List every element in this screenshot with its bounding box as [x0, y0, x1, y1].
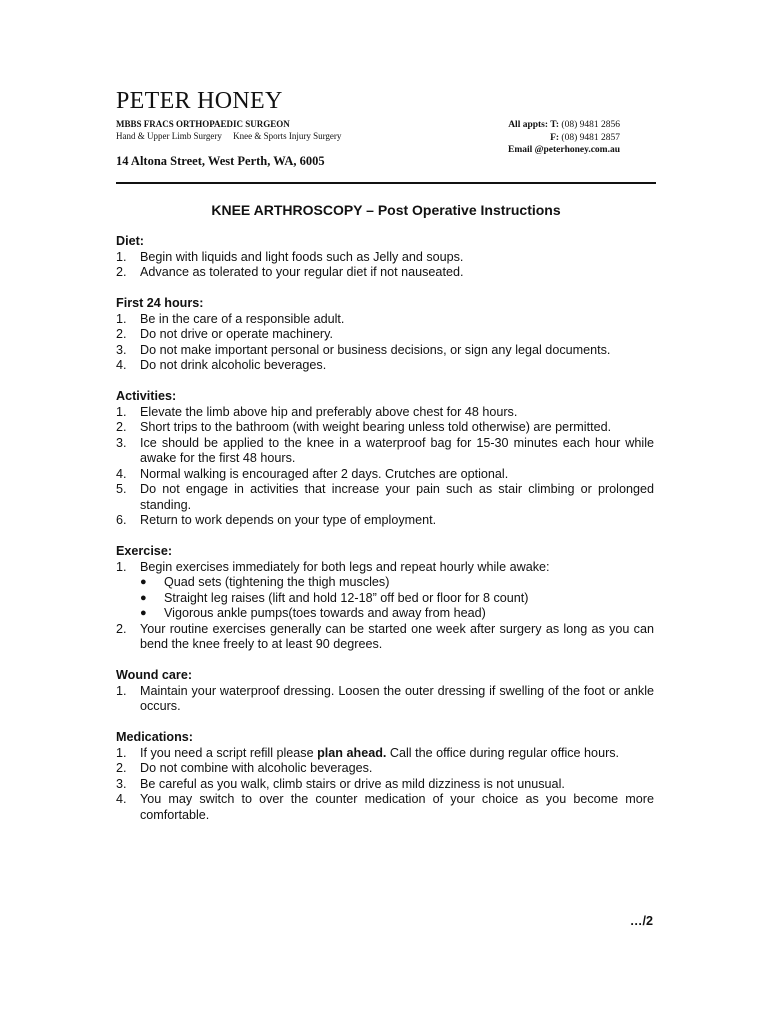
fax-label: F:	[550, 132, 560, 143]
credentials: MBBS FRACS ORTHOPAEDIC SURGEON	[116, 119, 290, 129]
section-heading: Medications:	[116, 730, 193, 744]
medications-list	[116, 746, 654, 824]
item-number: 2.	[116, 265, 127, 279]
item-text: Be careful as you walk, climb stairs or drive as mild dizziness is not unusual.	[140, 776, 565, 791]
item-number: 6.	[116, 513, 127, 527]
phone-number: (08) 9481 2856	[561, 120, 620, 130]
list-item	[116, 513, 654, 529]
item-number: 1.	[116, 559, 127, 574]
item-number: 4.	[116, 466, 127, 481]
page-number: …/2	[629, 914, 653, 928]
fax-row	[460, 132, 620, 145]
list-item	[116, 467, 654, 483]
item-text: Return to work depends on your type of employment.	[140, 513, 437, 527]
medications-section	[116, 730, 654, 823]
item-text: You may switch to over the counter medication of your choice as you become more comfortable.	[140, 792, 654, 822]
wound-care-section	[116, 668, 654, 715]
list-item	[116, 405, 654, 421]
item-number: 4.	[116, 358, 127, 372]
list-item	[116, 482, 654, 513]
item-text: Do not drive or operate machinery.	[140, 327, 333, 341]
item-text: Begin exercises immediately for both legs and repeat hourly while awake:	[140, 559, 550, 574]
list-item	[116, 777, 654, 793]
item-number: 2.	[116, 761, 127, 775]
bullet-text: Straight leg raises (lift and hold 12-18” off bed or floor for 8 count)	[164, 590, 529, 605]
phone-row	[460, 119, 620, 132]
bullet-icon: ●	[140, 576, 147, 588]
practice-address: 14 Altona Street, West Perth, WA, 6005	[116, 154, 325, 168]
item-text: Do not engage in activities that increase your pain such as stair climbing or prolonged standing.	[140, 482, 654, 512]
item-number: 3.	[116, 776, 127, 791]
item-text: Normal walking is encouraged after 2 days. Crutches are optional.	[140, 466, 509, 481]
contact-block	[460, 119, 620, 157]
item-text: Be in the care of a responsible adult.	[140, 311, 345, 326]
item-number: 5.	[116, 482, 127, 496]
list-item	[116, 684, 654, 715]
list-item	[116, 622, 654, 653]
item-number: 1.	[116, 311, 127, 326]
bullet-item	[140, 606, 654, 622]
item-number: 1.	[116, 404, 127, 419]
item-text: Elevate the limb above hip and preferably above chest for 48 hours.	[140, 404, 518, 419]
exercise-bullets	[140, 575, 654, 622]
item-number: 1.	[116, 683, 127, 698]
item-number: 3.	[116, 435, 127, 450]
instructions-body	[116, 234, 654, 839]
item-text: Do not drink alcoholic beverages.	[140, 358, 327, 372]
surgeon-name: PETER HONEY	[116, 88, 283, 114]
item-text-emphasis: plan ahead.	[317, 745, 387, 760]
item-text: Begin with liquids and light foods such as Jelly and soups.	[140, 249, 464, 264]
list-item	[116, 560, 654, 622]
document-title: KNEE ARTHROSCOPY – Post Operative Instructions	[211, 202, 561, 218]
item-text: Short trips to the bathroom (with weight bearing unless told otherwise) are permitted.	[140, 420, 612, 434]
bullet-item	[140, 575, 654, 591]
first-24-hours-list	[116, 312, 654, 374]
appts-label: All appts: T:	[508, 120, 560, 130]
section-heading: First 24 hours:	[116, 296, 204, 310]
list-item	[116, 436, 654, 467]
section-heading: Exercise:	[116, 544, 173, 558]
header-divider	[116, 182, 656, 184]
item-text-start: If you need a script refill please	[140, 745, 318, 760]
section-heading: Diet:	[116, 234, 144, 248]
item-text-end: Call the office during regular office hours.	[386, 745, 620, 760]
item-number: 2.	[116, 621, 127, 636]
list-item	[116, 343, 654, 359]
item-text: Ice should be applied to the knee in a waterproof bag for 15-30 minutes each hour while awake for the first 48 hours.	[140, 435, 654, 465]
item-text: Your routine exercises generally can be started one week after surgery as long as you can bend the knee freely to at least 90 degrees.	[140, 621, 654, 651]
activities-section	[116, 389, 654, 529]
item-text: Advance as tolerated to your regular diet if not nauseated.	[140, 265, 464, 279]
email-address[interactable]: @peterhoney.com.au	[534, 145, 620, 155]
section-heading: Activities:	[116, 389, 177, 403]
item-number: 2.	[116, 327, 127, 341]
item-number: 2.	[116, 420, 127, 434]
specialty-knee: Knee & Sports Injury Surgery	[233, 131, 342, 141]
exercise-section	[116, 544, 654, 653]
item-number: 1.	[116, 249, 127, 264]
bullet-text: Quad sets (tightening the thigh muscles)	[164, 575, 390, 589]
diet-section	[116, 234, 654, 281]
item-text: Do not make important personal or business decisions, or sign any legal documents.	[140, 342, 611, 357]
list-item	[116, 265, 654, 281]
section-heading: Wound care:	[116, 668, 193, 682]
list-item	[116, 792, 654, 823]
item-text: Maintain your waterproof dressing. Loosen the outer dressing if swelling of the foot or ankle occurs.	[140, 683, 654, 713]
item-number: 1.	[116, 745, 127, 760]
specialties	[116, 131, 341, 141]
wound-care-list	[116, 684, 654, 715]
list-item	[116, 420, 654, 436]
bullet-text: Vigorous ankle pumps(toes towards and away from head)	[164, 606, 486, 620]
activities-list	[116, 405, 654, 529]
bullet-item	[140, 591, 654, 607]
list-item	[116, 250, 654, 266]
list-item	[116, 761, 654, 777]
first-24-hours-section	[116, 296, 654, 374]
item-text: Do not combine with alcoholic beverages.	[140, 761, 373, 775]
list-item	[116, 327, 654, 343]
list-item	[116, 312, 654, 328]
list-item	[116, 746, 654, 762]
bullet-icon: ●	[140, 607, 147, 619]
specialty-hand: Hand & Upper Limb Surgery	[116, 131, 222, 141]
email-label: Email	[507, 145, 533, 155]
item-number: 3.	[116, 342, 127, 357]
fax-number: (08) 9481 2857	[561, 132, 620, 143]
item-number: 4.	[116, 792, 127, 806]
bullet-icon: ●	[140, 591, 147, 604]
list-item	[116, 358, 654, 374]
diet-list	[116, 250, 654, 281]
exercise-list	[116, 560, 654, 653]
email-row	[460, 144, 620, 157]
